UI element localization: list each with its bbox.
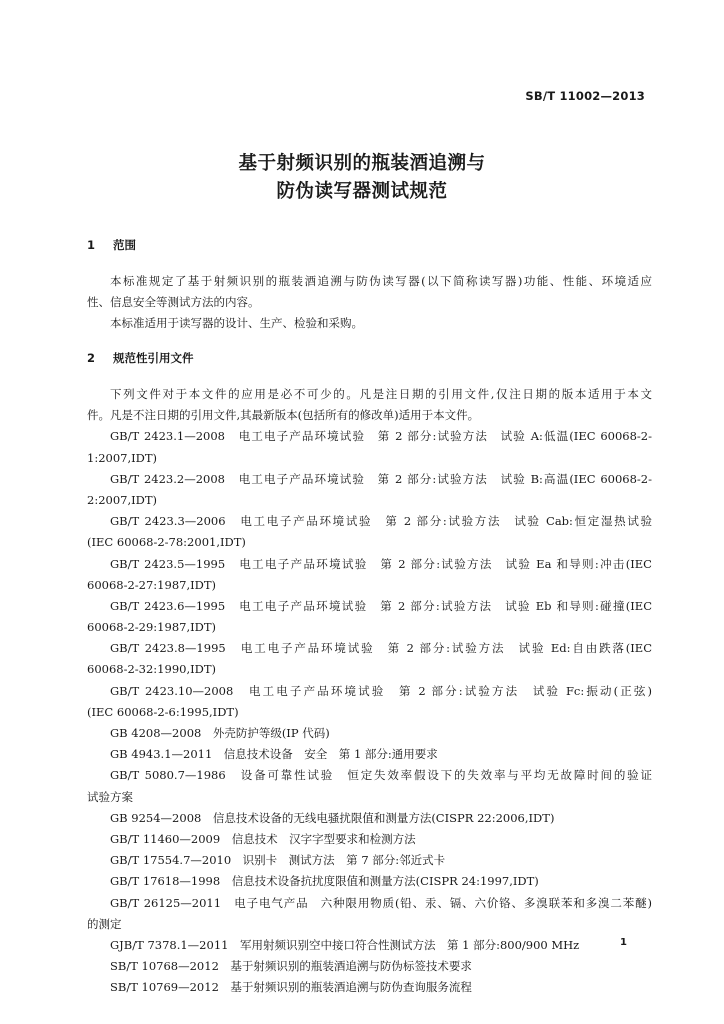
text-line: 性、信息安全等测试方法的内容。 bbox=[87, 295, 260, 310]
section-2-heading bbox=[87, 350, 194, 366]
page-number: 1 bbox=[620, 937, 627, 948]
reference-entry: GB 4208—2008 外壳防护等级(IP 代码) bbox=[110, 726, 330, 740]
reference-continuation: 60068-2-32:1990,IDT) bbox=[87, 662, 217, 677]
reference-entry: GB/T 2423.1—2008 电工电子产品环境试验 第 2 部分:试验方法 试验 A:低温(IEC 60068-2- bbox=[110, 429, 652, 444]
reference-continuation: (IEC 60068-2-6:1995,IDT) bbox=[87, 704, 239, 719]
title-line-2: 防伪读写器测试规范 bbox=[276, 181, 448, 202]
reference-entry: GB/T 2423.3—2006 电工电子产品环境试验 第 2 部分:试验方法 试验 Cab:恒定湿热试验 bbox=[110, 514, 652, 529]
reference-entry: GB/T 11460—2009 信息技术 汉字字型要求和检测方法 bbox=[110, 831, 416, 846]
reference-continuation: 60068-2-29:1987,IDT) bbox=[87, 620, 217, 635]
reference-entry: GB 4943.1—2011 信息技术设备 安全 第 1 部分:通用要求 bbox=[110, 747, 438, 762]
reference-continuation: 的测定 bbox=[87, 916, 122, 931]
section-title: 范围 bbox=[113, 238, 136, 252]
reference-continuation: 2:2007,IDT) bbox=[87, 492, 158, 507]
reference-entry: GJB/T 7378.1—2011 军用射频识别空中接口符合性测试方法 第 1 部分:800/900 MHz bbox=[110, 937, 580, 952]
reference-entry: GB/T 17554.7—2010 识别卡 测试方法 第 7 部分:邻近式卡 bbox=[110, 853, 446, 868]
reference-entry: GB/T 2423.5—1995 电工电子产品环境试验 第 2 部分:试验方法 试验 Ea 和导则:冲击(IEC bbox=[110, 556, 652, 571]
reference-continuation: 60068-2-27:1987,IDT) bbox=[87, 577, 217, 592]
title-line-1: 基于射频识别的瓶装酒追溯与 bbox=[238, 153, 486, 174]
reference-entry: GB 9254—2008 信息技术设备的无线电骚扰限值和测量方法(CISPR 22:2006,IDT) bbox=[110, 810, 555, 825]
section-number: 1 bbox=[87, 238, 96, 252]
reference-entry: SB/T 10769—2012 基于射频识别的瓶装酒追溯与防伪查询服务流程 bbox=[110, 980, 472, 995]
reference-entry: GB/T 2423.6—1995 电工电子产品环境试验 第 2 部分:试验方法 试验 Eb 和导则:碰撞(IEC bbox=[110, 598, 652, 613]
text-line: 本标准规定了基于射频识别的瓶装酒追溯与防伪读写器(以下简称读写器)功能、性能、环境适应 bbox=[110, 274, 652, 288]
reference-continuation: 试验方案 bbox=[87, 789, 133, 804]
reference-entry: GB/T 26125—2011 电子电气产品 六种限用物质(铅、汞、镉、六价铬、多溴联苯和多溴二苯醚) bbox=[110, 895, 652, 910]
reference-continuation: (IEC 60068-2-78:2001,IDT) bbox=[87, 535, 246, 550]
reference-entry: GB/T 2423.8—1995 电工电子产品环境试验 第 2 部分:试验方法 试验 Ed:自由跌落(IEC bbox=[110, 641, 652, 656]
reference-entry: GB/T 5080.7—1986 设备可靠性试验 恒定失效率假设下的失效率与平均无故障时间的验证 bbox=[110, 768, 652, 783]
section-2-body bbox=[87, 384, 652, 998]
reference-entry: SB/T 10768—2012 基于射频识别的瓶装酒追溯与防伪标签技术要求 bbox=[110, 959, 472, 974]
standard-code: SB/T 11002—2013 bbox=[525, 89, 645, 103]
text-line: 件。凡是不注日期的引用文件,其最新版本(包括所有的修改单)适用于本文件。 bbox=[87, 408, 480, 423]
reference-entry: GB/T 2423.2—2008 电工电子产品环境试验 第 2 部分:试验方法 试验 B:高温(IEC 60068-2- bbox=[110, 471, 652, 486]
document-title bbox=[0, 150, 724, 206]
section-title: 规范性引用文件 bbox=[113, 351, 194, 365]
section-number: 2 bbox=[87, 351, 96, 365]
reference-entry: GB/T 17618—1998 信息技术设备抗扰度限值和测量方法(CISPR 24:1997,IDT) bbox=[110, 874, 539, 889]
reference-continuation: 1:2007,IDT) bbox=[87, 450, 158, 465]
section-1-heading bbox=[87, 237, 136, 253]
reference-entry: GB/T 2423.10—2008 电工电子产品环境试验 第 2 部分:试验方法 试验 Fc:振动(正弦) bbox=[110, 683, 652, 698]
text-line: 本标准适用于读写器的设计、生产、检验和采购。 bbox=[110, 316, 363, 331]
text-line: 下列文件对于本文件的应用是必不可少的。凡是注日期的引用文件,仅注日期的版本适用于本文 bbox=[110, 387, 652, 401]
section-1-body bbox=[87, 271, 652, 335]
